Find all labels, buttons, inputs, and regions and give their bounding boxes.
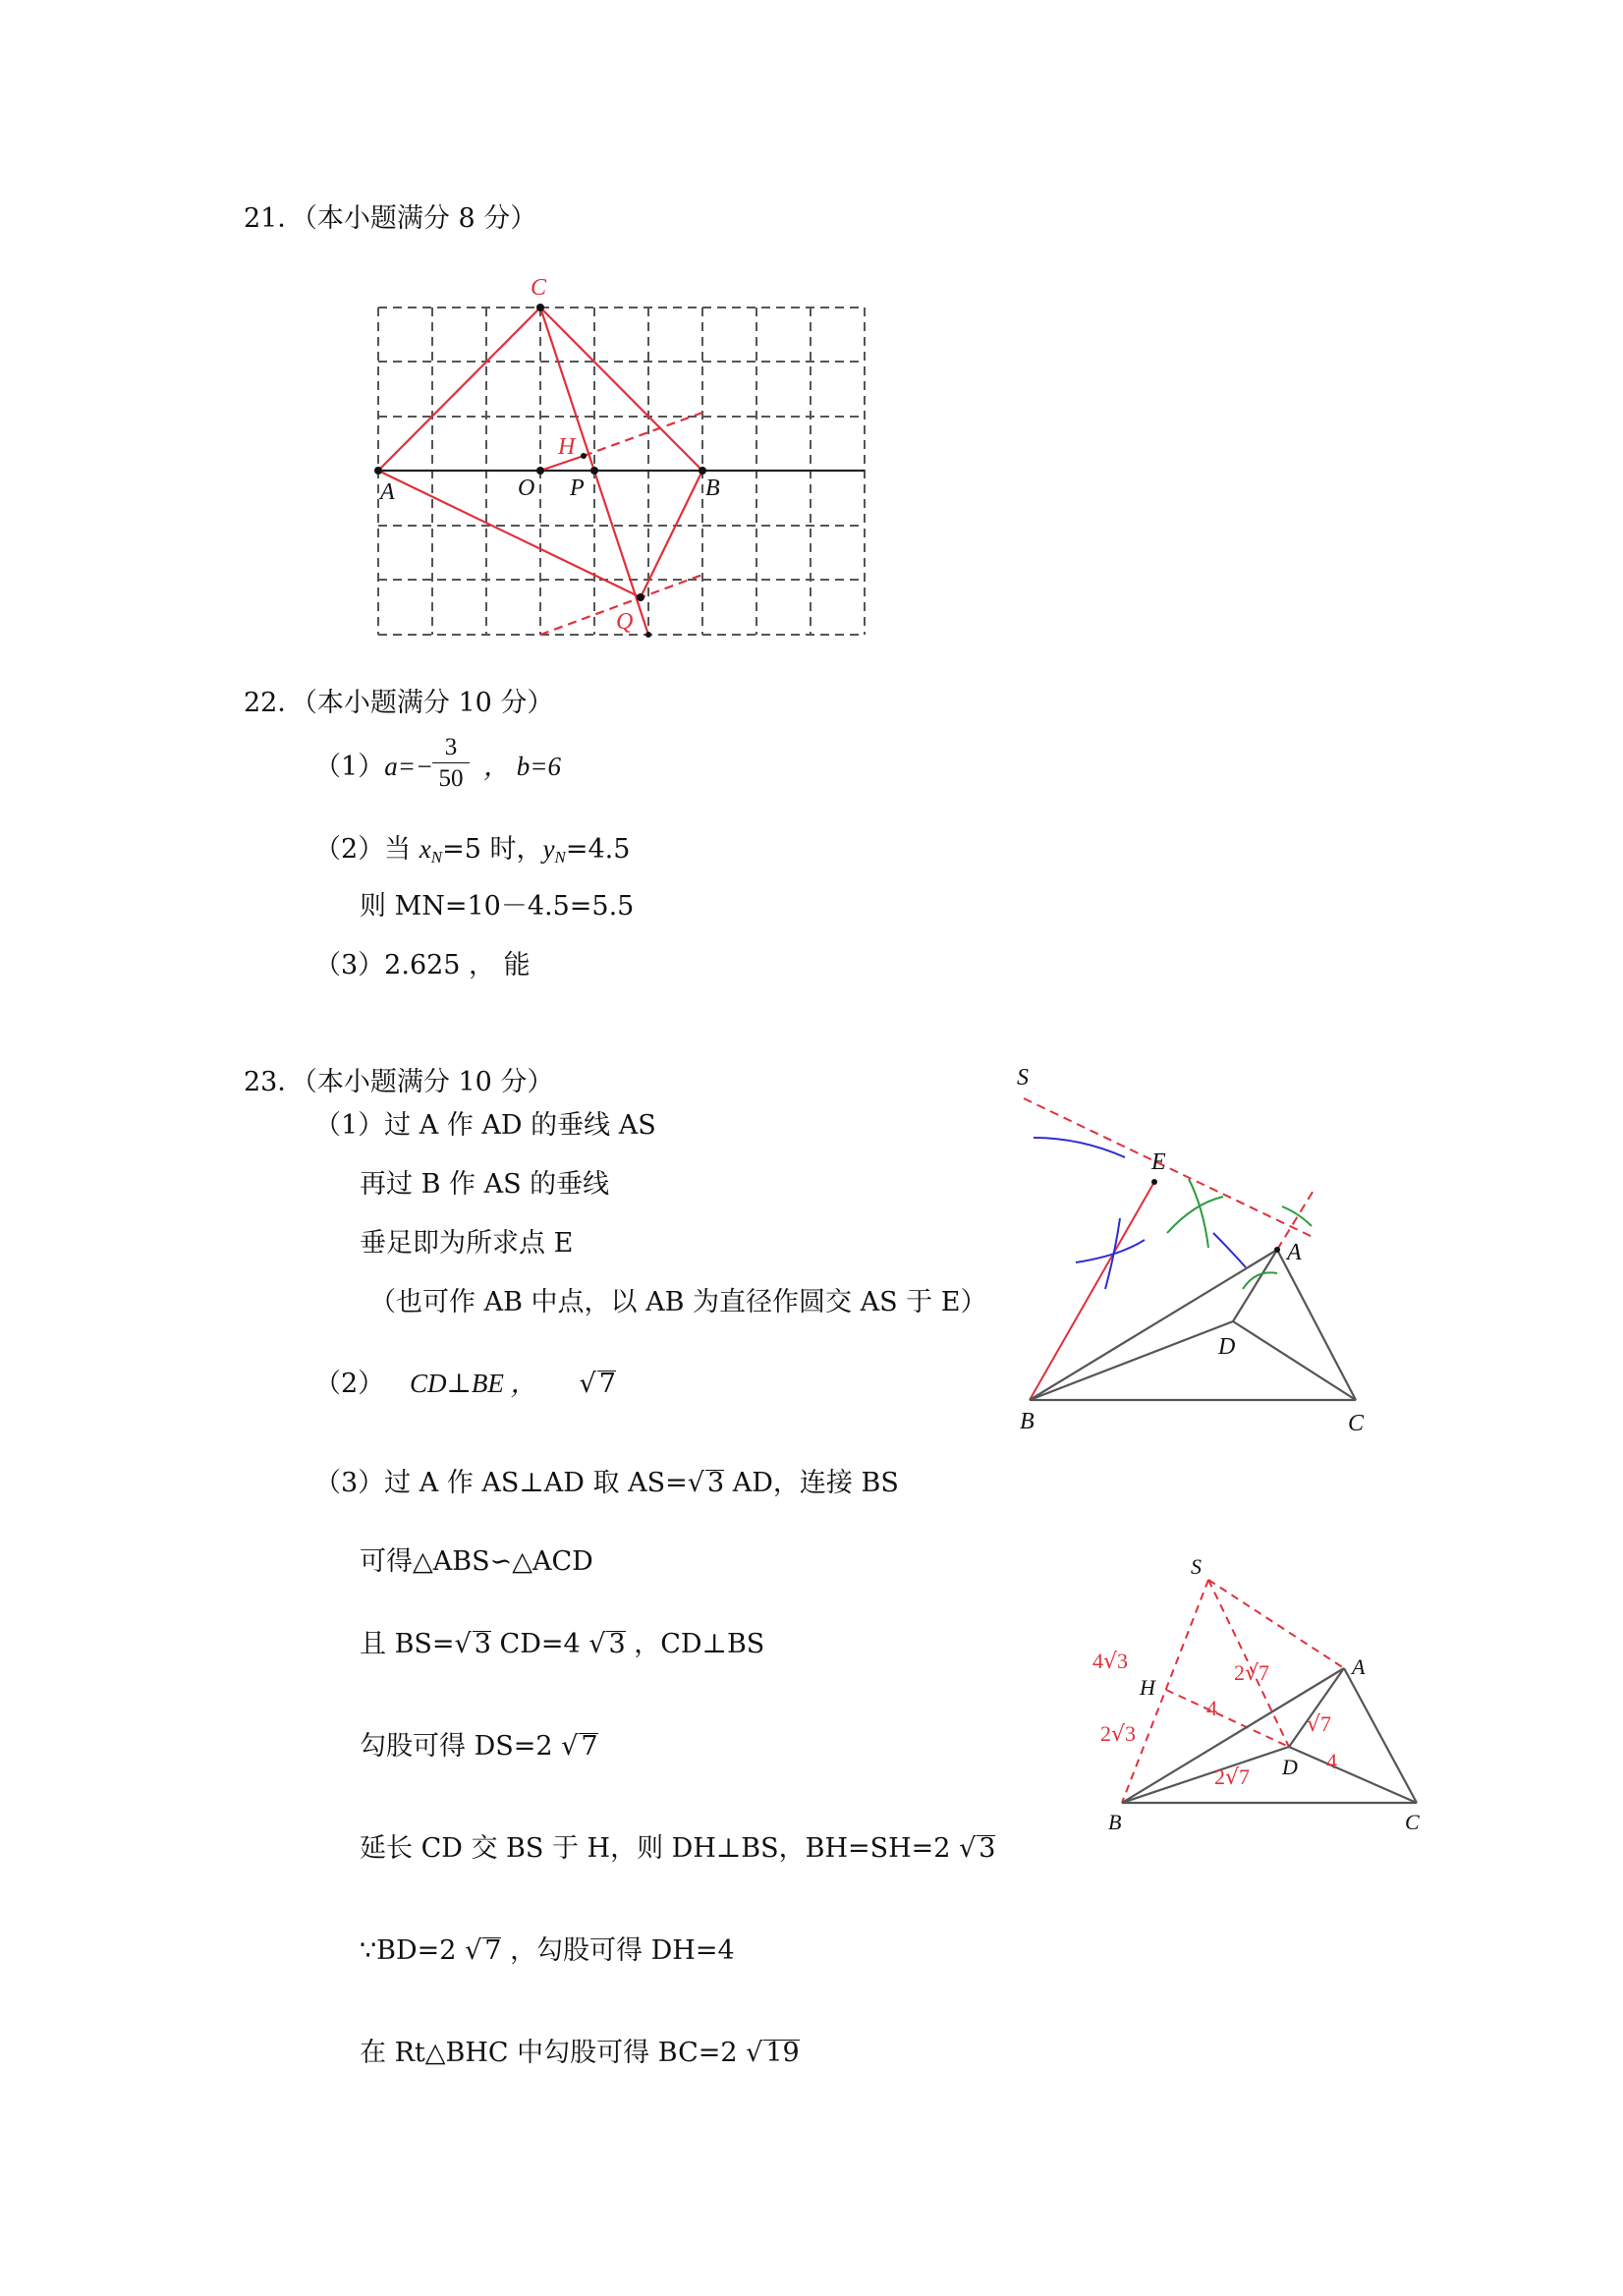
fig1-label-A: A xyxy=(1287,1240,1302,1265)
label-H: H xyxy=(558,434,576,460)
q22-part2: （2）当 $x_N=5$ 时，$y_N=4.5$ xyxy=(314,834,631,867)
fig1-label-D: D xyxy=(1218,1334,1236,1360)
fig1-label-C: C xyxy=(1348,1411,1365,1436)
q22-fraction: $\frac{3}{50}$ xyxy=(432,733,470,795)
label-C: C xyxy=(531,275,547,301)
label-O: O xyxy=(518,476,535,501)
q23-p1-l4: （也可作 AB 中点，以 AB 为直径作圆交 AS 于 E） xyxy=(369,1287,987,1317)
q22-part2-line2: 则 MN=10－4.5=5.5 xyxy=(360,891,635,922)
q22-part1: （1）a=− xyxy=(314,752,434,782)
svg-text:2√7: 2√7 xyxy=(1214,1764,1251,1790)
q21-header: 21．（本小题满分 8 分） xyxy=(244,203,537,234)
label-Q: Q xyxy=(616,609,634,635)
q23-p3-l5: 延长 CD 交 BS 于 H，则 DH⊥BS，BH=SH=2 √ 3 xyxy=(360,1833,996,1864)
fig2-label-B: B xyxy=(1108,1810,1122,1834)
q23-header: 23．（本小题满分 10 分） xyxy=(244,1067,554,1097)
q23-p3-l3: 且 BS=√ 3 CD=4 √ 3 ，CD⊥BS xyxy=(360,1629,765,1659)
fig1-label-S: S xyxy=(1017,1065,1029,1091)
label-B: B xyxy=(705,476,720,501)
label-A: A xyxy=(380,479,395,505)
fig2-label-S: S xyxy=(1191,1554,1202,1579)
svg-text:4: 4 xyxy=(1206,1696,1217,1720)
fig1-label-E: E xyxy=(1151,1149,1166,1175)
q23-p3-l1: （3）过 A 作 AS⊥AD 取 AS=√ 3 AD，连接 BS xyxy=(314,1468,899,1498)
q23-p1-l3: 垂足即为所求点 E xyxy=(360,1228,574,1259)
fig2-label-H: H xyxy=(1140,1675,1155,1700)
q23-p3-l2: 可得△ABS∽△ACD xyxy=(360,1546,593,1577)
fig1-label-B: B xyxy=(1020,1409,1035,1434)
svg-text:2√3: 2√3 xyxy=(1100,1721,1137,1747)
q22-part3: （3）2.625 ， 能 xyxy=(314,950,531,980)
q22-part1-b: ， b=6 xyxy=(483,752,561,781)
fig2-label-A: A xyxy=(1352,1654,1366,1679)
q23-p1-l1: （1）过 A 作 AD 的垂线 AS xyxy=(314,1110,656,1141)
fig2-label-D: D xyxy=(1282,1755,1298,1779)
svg-text:2√7: 2√7 xyxy=(1234,1660,1270,1686)
svg-text:√7: √7 xyxy=(1307,1711,1332,1737)
q23-p3-l4: 勾股可得 DS=2 √ 7 xyxy=(360,1731,598,1762)
svg-text:4: 4 xyxy=(1326,1749,1337,1773)
svg-text:4√3: 4√3 xyxy=(1092,1649,1129,1674)
fig2-label-C: C xyxy=(1405,1810,1420,1834)
q23-p1-l2: 再过 B 作 AS 的垂线 xyxy=(360,1169,610,1200)
label-P: P xyxy=(570,476,585,501)
q23-p2: （2） CD⊥BE ， √ 7 xyxy=(314,1369,616,1399)
q22-header: 22．（本小题满分 10 分） xyxy=(244,688,554,718)
q23-p3-l7: 在 Rt△BHC 中勾股可得 BC=2 √ 19 xyxy=(360,2038,800,2068)
q23-p3-l6: ∵BD=2 √ 7 ，勾股可得 DH=4 xyxy=(360,1935,735,1966)
